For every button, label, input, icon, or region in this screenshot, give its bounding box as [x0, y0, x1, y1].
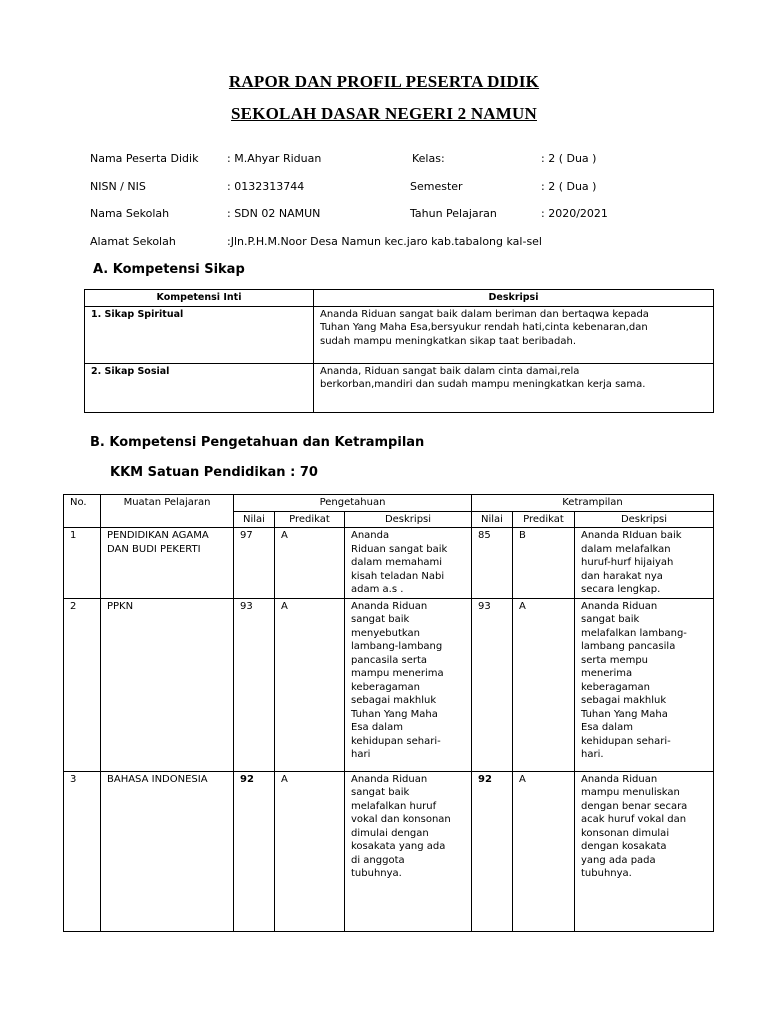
alamat-label: Alamat Sekolah: [90, 235, 176, 248]
row-p-nilai: 93: [234, 598, 275, 771]
sikap-sosial-label: 2. Sikap Sosial: [85, 363, 314, 412]
nisn-label: NISN / NIS: [90, 180, 146, 193]
sekolah-label: Nama Sekolah: [90, 207, 170, 220]
row-k-predikat: A: [513, 598, 575, 771]
col-p-deskripsi: Deskripsi: [345, 511, 472, 528]
col-k-nilai: Nilai: [472, 511, 513, 528]
col-p-predikat: Predikat: [275, 511, 345, 528]
row-p-predikat: A: [275, 771, 345, 931]
row-p-nilai: 97: [234, 528, 275, 599]
col-k-deskripsi: Deskripsi: [575, 511, 714, 528]
sikap-header-row: [85, 290, 714, 307]
section-a-title: A. Kompetensi Sikap: [93, 262, 245, 277]
nisn-value: : 0132313744: [227, 180, 305, 193]
sikap-spiritual-label: 1. Sikap Spiritual: [85, 306, 314, 363]
row-k-deskripsi: Ananda Riduan mampu menuliskan dengan benar secara acak huruf vokal dan konsonan dimulai dengan kosakata yang ada pada tubuhnya.: [575, 771, 714, 931]
row-k-nilai: 93: [472, 598, 513, 771]
sikap-table: [84, 289, 714, 413]
row-p-deskripsi: Ananda Riduan sangat baik melafalkan huruf vokal dan konsonan dimulai dengan kosakata yang ada di anggota tubuhnya.: [345, 771, 472, 931]
col-deskripsi: Deskripsi: [314, 290, 714, 307]
row-k-nilai: 85: [472, 528, 513, 599]
table-row: [64, 771, 714, 931]
col-pengetahuan: Pengetahuan: [234, 495, 472, 512]
row-k-deskripsi: Ananda RIduan baik dalam melafalkan huruf-hurf hijaiyah dan harakat nya secara lengkap.: [575, 528, 714, 599]
col-kompetensi-inti: Kompetensi Inti: [85, 290, 314, 307]
row-p-predikat: A: [275, 598, 345, 771]
tahun-value: : 2020/2021: [541, 207, 608, 220]
row-p-predikat: A: [275, 528, 345, 599]
kkm-label: KKM Satuan Pendidikan : 70: [110, 465, 318, 480]
col-p-nilai: Nilai: [234, 511, 275, 528]
row-k-predikat: B: [513, 528, 575, 599]
table-row: [64, 598, 714, 771]
kelas-label: Kelas:: [412, 152, 445, 165]
row-p-deskripsi: Ananda Riduan sangat baik menyebutkan lambang-lambang pancasila serta mampu menerima keberagaman sebagai makhluk Tuhan Yang Maha Esa dalam kehidupan sehari- hari: [345, 598, 472, 771]
col-ketrampilan: Ketrampilan: [472, 495, 714, 512]
table-row: [85, 363, 714, 412]
row-muatan: BAHASA INDONESIA: [101, 771, 234, 931]
sikap-spiritual-desc: Ananda Riduan sangat baik dalam beriman dan bertaqwa kepada Tuhan Yang Maha Esa,bersyukur rendah hati,cinta kebenaran,dan sudah mampu meningkatkan sikap taat beribadah.: [314, 306, 714, 363]
row-muatan: PENDIDIKAN AGAMA DAN BUDI PEKERTI: [101, 528, 234, 599]
kelas-value: : 2 ( Dua ): [541, 152, 597, 165]
nilai-table: [63, 494, 714, 932]
semester-value: : 2 ( Dua ): [541, 180, 597, 193]
header-row-1: [64, 495, 714, 512]
table-row: [64, 528, 714, 599]
table-row: [85, 306, 714, 363]
row-k-nilai: 92: [472, 771, 513, 931]
col-no: No.: [64, 495, 101, 528]
col-muatan: Muatan Pelajaran: [101, 495, 234, 528]
nama-label: Nama Peserta Didik: [90, 152, 199, 165]
row-k-predikat: A: [513, 771, 575, 931]
row-p-nilai: 92: [234, 771, 275, 931]
tahun-label: Tahun Pelajaran: [410, 207, 497, 220]
section-b-title: B. Kompetensi Pengetahuan dan Ketrampilan: [90, 435, 425, 450]
report-title: RAPOR DAN PROFIL PESERTA DIDIK: [228, 72, 540, 91]
sekolah-value: : SDN 02 NAMUN: [227, 207, 321, 220]
row-p-deskripsi: Ananda Riduan sangat baik dalam memahami kisah teladan Nabi adam a.s .: [345, 528, 472, 599]
semester-label: Semester: [410, 180, 463, 193]
sikap-sosial-desc: Ananda, Riduan sangat baik dalam cinta damai,rela berkorban,mandiri dan sudah mampu meningkatkan kerja sama.: [314, 363, 714, 412]
school-title: SEKOLAH DASAR NEGERI 2 NAMUN: [231, 104, 537, 123]
nama-value: : M.Ahyar Riduan: [227, 152, 322, 165]
row-no: 3: [64, 771, 101, 931]
row-no: 1: [64, 528, 101, 599]
col-k-predikat: Predikat: [513, 511, 575, 528]
row-muatan: PPKN: [101, 598, 234, 771]
row-k-deskripsi: Ananda Riduan sangat baik melafalkan lambang- lambang pancasila serta mempu menerima keberagaman sebagai makhluk Tuhan Yang Maha Esa dalam kehidupan sehari- hari.: [575, 598, 714, 771]
alamat-value: :Jln.P.H.M.Noor Desa Namun kec.jaro kab.tabalong kal-sel: [227, 235, 542, 248]
row-no: 2: [64, 598, 101, 771]
